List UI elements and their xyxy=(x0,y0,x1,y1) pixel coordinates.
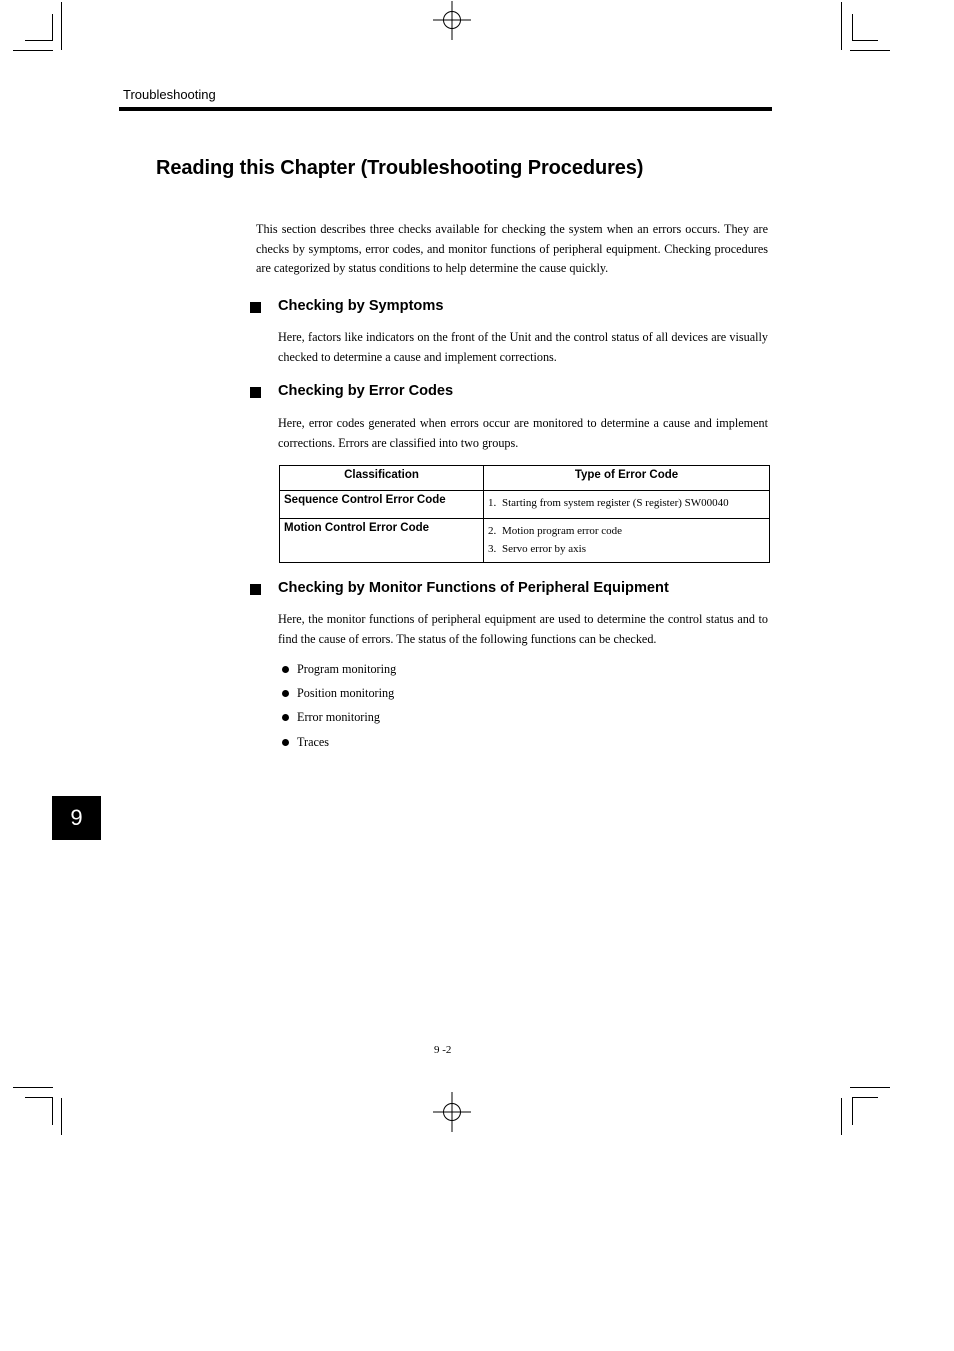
section-body-symptoms: Here, factors like indicators on the front of the Unit and the control status of all devices are visually checked to determine a cause and implement corrections. xyxy=(278,330,768,364)
table-cell-type xyxy=(484,491,770,519)
error-type-text: Servo error by axis xyxy=(502,543,587,555)
list-item xyxy=(282,730,396,754)
bullet-icon xyxy=(282,714,289,721)
list-item xyxy=(282,657,396,681)
section-heading-monitor: Checking by Monitor Functions of Peripheral Equipment xyxy=(278,580,669,596)
running-header: Troubleshooting xyxy=(123,87,216,102)
list-item xyxy=(282,681,396,705)
intro-paragraph: This section describes three checks available for checking the system when an errors occurs. They are checks by symptoms, error codes, and monitor functions of peripheral equipment. Checking procedures are categorized by status conditions to help determine the cause quickly. xyxy=(256,222,768,276)
section-marker-icon xyxy=(250,387,261,398)
page-title: Reading this Chapter (Troubleshooting Procedures) xyxy=(156,157,644,179)
error-type-number: 3. xyxy=(488,543,497,555)
list-item-label: Program monitoring xyxy=(297,661,397,676)
monitor-function-list xyxy=(282,657,396,754)
bullet-icon xyxy=(282,666,289,673)
section-heading-error-codes: Checking by Error Codes xyxy=(278,383,454,399)
table-row xyxy=(280,519,770,563)
section-heading-symptoms: Checking by Symptoms xyxy=(278,298,444,314)
section-marker-icon xyxy=(250,584,261,595)
table-header-classification: Classification xyxy=(280,466,484,491)
table-cell-classification: Motion Control Error Code xyxy=(280,519,484,563)
table-row xyxy=(280,491,770,519)
error-type-number: 2. xyxy=(488,525,497,537)
section-body-error-codes: Here, error codes generated when errors occur are monitored to determine a cause and implement corrections. Errors are classified into two groups. xyxy=(278,416,768,450)
bullet-icon xyxy=(282,690,289,697)
error-type-number: 1. xyxy=(488,497,497,509)
header-rule xyxy=(119,107,772,111)
table-cell-type xyxy=(484,519,770,563)
list-item xyxy=(282,706,396,730)
section-body-monitor: Here, the monitor functions of peripheral equipment are used to determine the control status and to find the cause of errors. The status of the following functions can be checked. xyxy=(278,612,768,646)
error-type-text: Starting from system register (S register) SW00040 xyxy=(502,497,729,509)
error-type-text: Motion program error code xyxy=(502,525,623,537)
bullet-icon xyxy=(282,739,289,746)
table-header-type: Type of Error Code xyxy=(484,466,770,491)
registration-target-icon xyxy=(431,0,473,42)
error-type-line xyxy=(488,540,765,558)
list-item-label: Error monitoring xyxy=(297,710,380,725)
list-item-label: Position monitoring xyxy=(297,685,395,700)
page-number: 9 -2 xyxy=(434,1044,452,1056)
error-type-line xyxy=(488,494,765,512)
chapter-tab: 9 xyxy=(52,796,101,840)
registration-target-icon xyxy=(431,1091,473,1133)
error-type-line xyxy=(488,522,765,540)
table-cell-classification: Sequence Control Error Code xyxy=(280,491,484,519)
error-code-table xyxy=(279,465,770,563)
list-item-label: Traces xyxy=(297,734,330,749)
section-marker-icon xyxy=(250,302,261,313)
table-header-row xyxy=(280,466,770,491)
